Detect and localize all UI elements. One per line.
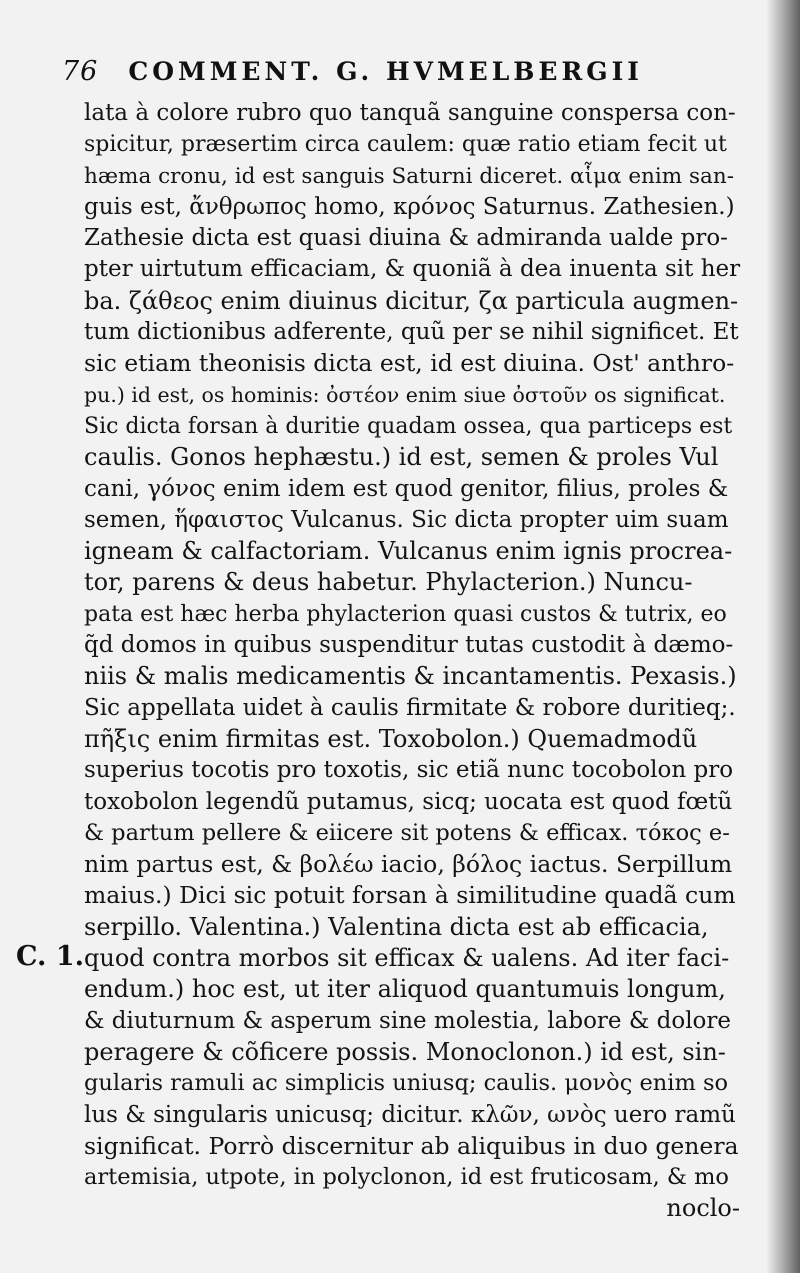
- text-line: pter uirtutum efficaciam, & quoniã à dea inuenta sit her: [84, 256, 741, 283]
- text-line: significat. Porrò discernitur ab aliquibus in duo genera: [84, 1131, 739, 1160]
- page-edge-shadow: [766, 0, 800, 1273]
- text-line: superius tocotis pro toxotis, sic etiã nunc tocobolon pro: [84, 757, 734, 784]
- body-text: [84, 98, 740, 1225]
- text-line: pata est hæc herba phylacterion quasi custos & tutrix, eo: [84, 601, 727, 627]
- text-line: ba. ζάθεος enim diuinus dicitur, ζα particula augmen-: [84, 286, 739, 315]
- text-line: & diuturnum & asperum sine molestia, labore & dolore: [84, 1007, 732, 1034]
- text-line: peragere & cõficere possis. Monoclonon.) id est, sin-: [84, 1037, 726, 1066]
- text-line: toxobolon legendũ putamus, sicq; uocata est quod fœtũ: [84, 788, 733, 815]
- text-line: gularis ramuli ac simplicis uniusq; caulis. μονὸς enim so: [84, 1070, 729, 1097]
- text-line: tor, parens & deus habetur. Phylacterion.) Nuncu-: [84, 568, 693, 597]
- text-line: niis & malis medicamentis & incantamentis. Pexasis.): [84, 662, 737, 691]
- page-header: [62, 56, 752, 90]
- text-line-catchword: noclo-: [666, 1194, 740, 1223]
- text-line: serpillo. Valentina.) Valentina dicta est ab efficacia,: [84, 912, 709, 941]
- text-line: tum dictionibus adferente, quũ per se nihil significet. Et: [84, 319, 739, 346]
- text-line: quod contra morbos sit efficax & ualens. Ad iter faci-: [84, 944, 730, 973]
- text-line: Sic dicta forsan à duritie quadam ossea, qua particeps est: [84, 413, 733, 439]
- page-number: 76: [62, 56, 99, 87]
- text-line: maius.) Dici sic potuit forsan à similitudine quadã cum: [84, 881, 736, 910]
- text-line: q̃d domos in quibus suspenditur tutas custodit à dæmo-: [84, 632, 734, 659]
- text-line: lata à colore rubro quo tanquã sanguine conspersa con-: [84, 100, 736, 126]
- text-line: & partum pellere & eiicere sit potens & efficax. τόκος e-: [84, 819, 730, 846]
- text-line: πῆξις enim firmitas est. Toxobolon.) Quemadmodũ: [84, 724, 698, 753]
- text-line: hæma cronu, id est sanguis Saturni diceret. αἷμα enim san-: [84, 163, 734, 189]
- text-line: lus & singularis unicusq; dicitur. κλῶν, ωνὸς uero ramũ: [84, 1101, 736, 1128]
- text-line: caulis. Gonos hephæstu.) id est, semen & proles Vul: [84, 443, 719, 472]
- text-line: guis est, ἄνθρωπος homo, κρόνος Saturnus. Zathesien.): [84, 193, 735, 220]
- running-head: COMMENT. G. HVMELBERGII: [128, 57, 643, 86]
- text-line: artemisia, utpote, in polyclonon, id est fruticosam, & mo: [84, 1164, 729, 1191]
- text-line: cani, γόνος enim idem est quod genitor, filius, proles &: [84, 475, 729, 502]
- text-line: sic etiam theonisis dicta est, id est diuina. Ost' anthro-: [84, 349, 735, 378]
- text-line: Zathesie dicta est quasi diuina & admiranda ualde pro-: [84, 225, 728, 252]
- text-line: spicitur, præsertim circa caulem: quæ ratio etiam fecit ut: [84, 132, 727, 158]
- text-line: semen, ἥφαιστος Vulcanus. Sic dicta propter uim suam: [84, 506, 729, 533]
- margin-note: C. 1.: [16, 941, 85, 972]
- text-line: nim partus est, & βολέω iacio, βόλος iactus. Serpillum: [84, 850, 733, 879]
- text-line: Sic appellata uidet à caulis firmitate & robore duritieq;.: [84, 694, 736, 721]
- text-line: endum.) hoc est, ut iter aliquod quantumuis longum,: [84, 975, 726, 1004]
- text-line: pu.) id est, os hominis: ὀστέον enim siue ὀστοῦν os significat.: [84, 382, 726, 407]
- text-line: igneam & calfactoriam. Vulcanus enim ignis procrea-: [84, 537, 733, 566]
